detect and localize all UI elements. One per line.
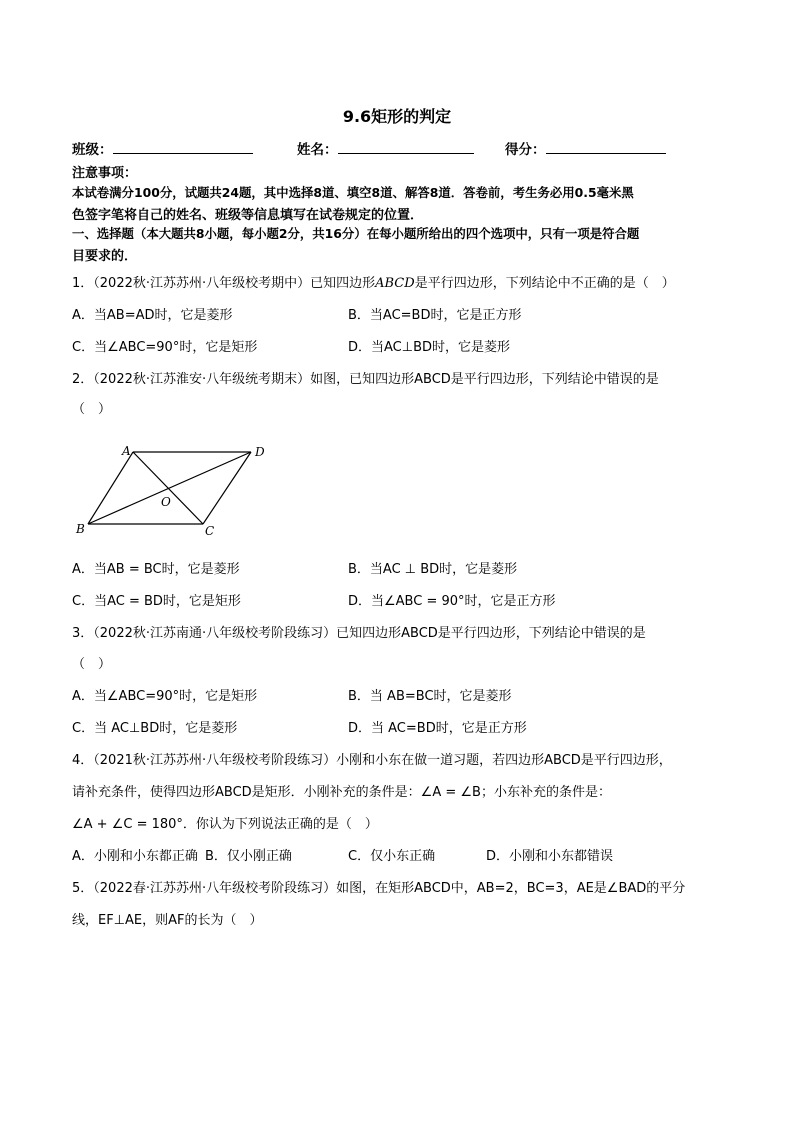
q3-option-a[interactable]: A．当∠ABC=90°时，它是矩形 — [72, 689, 258, 704]
name-blank[interactable] — [338, 141, 474, 154]
q2-option-b[interactable]: B．当AC ⊥ BD时，它是菱形 — [348, 562, 518, 577]
q3-option-d[interactable]: D．当 AC=BD时，它是正方形 — [348, 721, 527, 736]
q1-stem: 1．（2022秋·江苏苏州·八年级校考期中）已知四边形ABCD是平行四边形，下列结论中不正确的是（ ） — [72, 276, 675, 291]
q3-option-c[interactable]: C．当 AC⊥BD时，它是菱形 — [72, 721, 238, 736]
q5-stem-line-1: 5．（2022春·江苏苏州·八年级校考阶段练习）如图，在矩形ABCD中，AB=2，BC=3，AE是∠BAD的平分 — [72, 881, 686, 896]
q1-option-b[interactable]: B．当AC=BD时，它是正方形 — [348, 308, 522, 323]
vertex-label-a: A — [122, 444, 131, 458]
class-label: 班级： — [72, 142, 113, 158]
q4-stem-line-3: ∠A + ∠C = 180°．你认为下列说法正确的是（ ） — [72, 817, 378, 832]
score-label: 得分： — [505, 142, 546, 158]
q4-option-b[interactable]: B．仅小刚正确 — [205, 849, 292, 864]
section-heading-line-1: 一、选择题（本大题共8小题，每小题2分，共16分）在每小题所给出的四个选项中，只有一项是符合题 — [72, 226, 640, 241]
q1-option-d[interactable]: D．当AC⊥BD时，它是菱形 — [348, 340, 511, 355]
q2-paren: （ ） — [72, 402, 112, 417]
class-field — [72, 138, 253, 158]
name-field — [297, 138, 474, 158]
q3-paren: （ ） — [72, 657, 112, 672]
q5-stem-line-2: 线，EF⊥AE，则AF的长为（ ） — [72, 913, 263, 928]
name-label: 姓名： — [297, 142, 338, 158]
section-heading-line-2: 目要求的． — [72, 249, 138, 264]
q4-option-d[interactable]: D．小刚和小东都错误 — [486, 849, 614, 864]
q4-stem-line-1: 4．（2021秋·江苏苏州·八年级校考阶段练习）小刚和小东在做一道习题，若四边形ABCD是平行四边形， — [72, 753, 672, 768]
score-blank[interactable] — [546, 141, 666, 154]
q1-option-c[interactable]: C．当∠ABC=90°时，它是矩形 — [72, 340, 258, 355]
center-label-o: O — [161, 495, 171, 509]
q2-option-d[interactable]: D．当∠ABC = 90°时，它是正方形 — [348, 594, 556, 609]
class-blank[interactable] — [113, 141, 253, 154]
q3-option-b[interactable]: B．当 AB=BC时，它是菱形 — [348, 689, 512, 704]
q1-option-a[interactable]: A．当AB=AD时，它是菱形 — [72, 308, 233, 323]
q2-option-a[interactable]: A．当AB = BC时，它是菱形 — [72, 562, 240, 577]
notes-heading: 注意事项： — [72, 166, 138, 181]
q4-option-a[interactable]: A．小刚和小东都正确 — [72, 849, 198, 864]
diagonal-ac — [133, 452, 203, 524]
page-title: 9.6矩形的判定 — [342, 107, 452, 126]
q4-option-c[interactable]: C．仅小东正确 — [348, 849, 436, 864]
q4-stem-line-2: 请补充条件，使得四边形ABCD是矩形．小刚补充的条件是：∠A = ∠B；小东补充的条件是： — [72, 785, 611, 800]
vertex-label-d: D — [255, 445, 265, 459]
parallelogram-figure — [70, 436, 280, 546]
vertex-label-b: B — [76, 522, 85, 536]
notes-line-2: 色签字笔将自己的姓名、班级等信息填写在试卷规定的位置． — [72, 208, 424, 223]
q2-option-c[interactable]: C．当AC = BD时，它是矩形 — [72, 594, 241, 609]
notes-line-1: 本试卷满分100分，试题共24题，其中选择8道、填空8道、解答8道．答卷前，考生务必用0.5毫米黑 — [72, 185, 634, 200]
score-field — [505, 138, 666, 158]
q2-stem: 2．（2022秋·江苏淮安·八年级统考期末）如图，已知四边形ABCD是平行四边形，下列结论中错误的是 — [72, 372, 659, 387]
vertex-label-c: C — [205, 524, 215, 538]
side-ba — [88, 452, 133, 524]
q3-stem: 3．（2022秋·江苏南通·八年级校考阶段练习）已知四边形ABCD是平行四边形，下列结论中错误的是 — [72, 626, 646, 641]
